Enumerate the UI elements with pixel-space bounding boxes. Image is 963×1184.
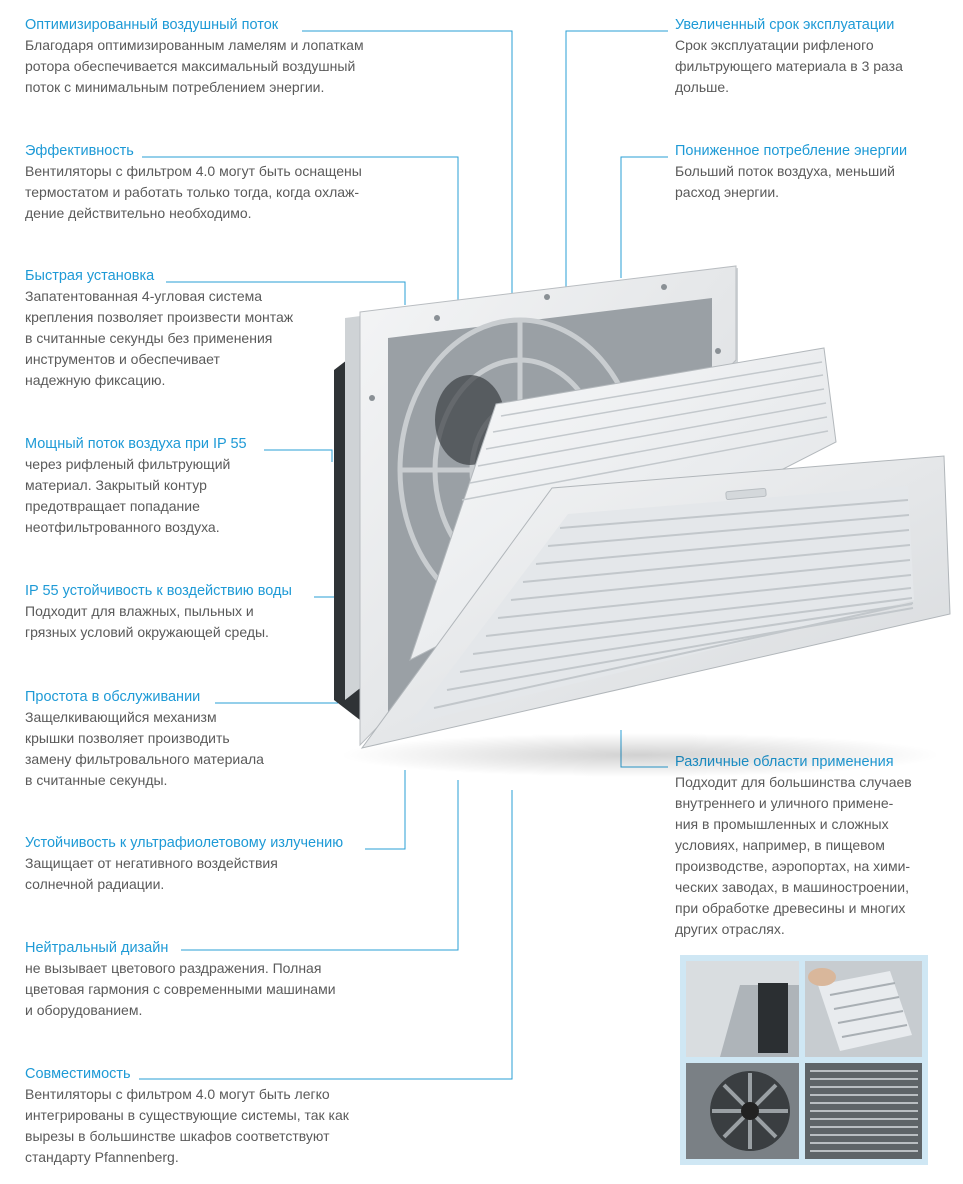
- feature-title: Быстрая установка: [25, 268, 155, 284]
- feature-line: Больший поток воздуха, меньший: [675, 163, 895, 179]
- feature-line: солнечной радиации.: [25, 876, 165, 892]
- feature-line: внутреннего и уличного примене-: [675, 795, 894, 811]
- feature-powerful-airflow: [25, 434, 247, 538]
- feature-line: Подходит для влажных, пыльных и: [25, 603, 254, 619]
- feature-description: [25, 853, 343, 895]
- feature-description: [675, 161, 907, 203]
- feature-easy-maintenance: [25, 687, 264, 791]
- feature-line: Подходит для большинства случаев: [675, 774, 912, 790]
- feature-line: стандарту Pfannenberg.: [25, 1149, 179, 1165]
- feature-line: Защелкивающийся механизм: [25, 709, 217, 725]
- feature-line: крышки позволяет производить: [25, 730, 230, 746]
- feature-line: других отраслях.: [675, 921, 785, 937]
- feature-description: [25, 1084, 349, 1168]
- feature-line: в считанные секунды.: [25, 772, 168, 788]
- feature-line: инструментов и обеспечивает: [25, 351, 220, 367]
- feature-line: вырезы в большинстве шкафов соответствуют: [25, 1128, 330, 1144]
- feature-line: Защищает от негативного воздействия: [25, 855, 278, 871]
- feature-line: предотвращает попадание: [25, 498, 200, 514]
- feature-title: Увеличенный срок эксплуатации: [675, 17, 895, 33]
- feature-ip55-water: [25, 581, 292, 643]
- feature-line: при обработке древесины и многих: [675, 900, 906, 916]
- feature-description: [25, 286, 293, 391]
- feature-line: ния в промышленных и сложных: [675, 816, 889, 832]
- feature-efficiency: [25, 141, 362, 224]
- feature-title: Простота в обслуживании: [25, 689, 201, 705]
- feature-line: неотфильтрованного воздуха.: [25, 519, 220, 535]
- feature-neutral-design: [25, 938, 336, 1021]
- feature-line: через рифленый фильтрующий: [25, 456, 231, 472]
- feature-line: в считанные секунды без применения: [25, 330, 273, 346]
- feature-line: поток с минимальным потреблением энергии.: [25, 79, 325, 95]
- feature-line: условиях, например, в пищевом: [675, 837, 885, 853]
- feature-title: Мощный поток воздуха при IP 55: [25, 436, 247, 452]
- feature-title: IP 55 устойчивость к воздействию воды: [25, 583, 292, 599]
- feature-line: не вызывает цветового раздражения. Полная: [25, 960, 322, 976]
- feature-line: надежную фиксацию.: [25, 372, 166, 388]
- feature-optimized-airflow: [25, 15, 364, 98]
- feature-description: [25, 707, 264, 791]
- feature-title: Оптимизированный воздушный поток: [25, 17, 279, 33]
- feature-title: Совместимость: [25, 1066, 131, 1082]
- feature-line: фильтрующего материала в 3 раза: [675, 58, 903, 74]
- feature-lower-energy: [675, 141, 907, 203]
- feature-line: материал. Закрытый контур: [25, 477, 207, 493]
- feature-title: Нейтральный дизайн: [25, 940, 169, 956]
- feature-description: [25, 161, 362, 224]
- feature-line: термостатом и работать только тогда, когда охлаж-: [25, 184, 360, 200]
- feature-line: Вентиляторы с фильтром 4.0 могут быть легко: [25, 1086, 330, 1102]
- photo-hand-filter: [805, 961, 922, 1057]
- feature-line: ротора обеспечивается максимальный воздушный: [25, 58, 356, 74]
- filter-fan-illustration: [320, 258, 960, 778]
- feature-line: Запатентованная 4-угловая система: [25, 288, 263, 304]
- feature-title: Устойчивость к ультрафиолетовому излучению: [25, 835, 344, 851]
- feature-line: Благодаря оптимизированным ламелям и лопаткам: [25, 37, 364, 53]
- feature-line: грязных условий окружающей среды.: [25, 624, 269, 640]
- feature-title: Эффективность: [25, 143, 134, 159]
- feature-line: ческих заводах, в машиностроении,: [675, 879, 909, 895]
- feature-description: [675, 35, 903, 98]
- feature-uv-resistance: [25, 833, 343, 895]
- feature-line: дение действительно необходимо.: [25, 205, 252, 221]
- photo-fan-motor: [686, 1063, 799, 1159]
- feature-compatibility: [25, 1064, 349, 1168]
- feature-quick-install: [25, 266, 293, 391]
- feature-description: [25, 958, 336, 1021]
- feature-line: и оборудованием.: [25, 1002, 143, 1018]
- feature-line: замену фильтровального материала: [25, 751, 264, 767]
- feature-applications: [675, 752, 912, 940]
- feature-longer-life: [675, 15, 903, 98]
- feature-description: [25, 35, 364, 98]
- feature-title: Пониженное потребление энергии: [675, 143, 908, 159]
- feature-line: крепления позволяет произвести монтаж: [25, 309, 294, 325]
- photo-frame-corner: [686, 961, 799, 1057]
- feature-line: Вентиляторы с фильтром 4.0 могут быть оснащены: [25, 163, 362, 179]
- feature-description: [675, 772, 912, 940]
- photo-filter-mat: [805, 1063, 922, 1159]
- feature-line: цветовая гармония с современными машинами: [25, 981, 336, 997]
- feature-line: производстве, аэропортах, на хими-: [675, 858, 911, 874]
- detail-photos: [680, 955, 928, 1165]
- feature-line: Срок эксплуатации рифленого: [675, 37, 874, 53]
- feature-description: [25, 601, 292, 643]
- feature-line: дольше.: [675, 79, 730, 95]
- feature-line: расход энергии.: [675, 184, 780, 200]
- feature-description: [25, 454, 247, 538]
- feature-line: интегрированы в существующие системы, так как: [25, 1107, 349, 1123]
